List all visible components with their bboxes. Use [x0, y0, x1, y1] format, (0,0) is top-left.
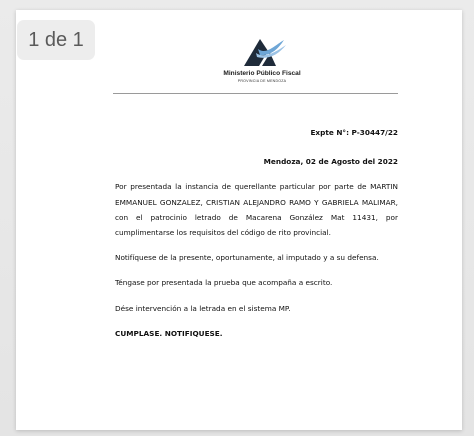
closing-statement: CUMPLASE. NOTIFIQUESE.: [115, 328, 223, 338]
place-date: Mendoza, 02 de Agosto del 2022: [263, 157, 398, 167]
ministerio-logo-icon: [222, 36, 302, 70]
logo-subtitle: PROVINCIA DE MENDOZA: [237, 79, 287, 83]
logo-title: Ministerio Público Fiscal: [223, 70, 301, 77]
case-number: Expte N°: P-30447/22: [310, 128, 398, 137]
document-page: [16, 10, 462, 430]
header-divider: [113, 93, 398, 94]
paragraph-querellante: Por presentada la instancia de querellante particular por parte de MARTIN EMMANUEL GONZALEZ, CRISTIAN ALEJANDRO RAMO Y GABRIELA MALIMAR, con el patrocinio letrado de Macarena González Mat 11431, por cumplimentarse los requisitos del código de rito provincial.: [115, 182, 398, 238]
paragraph-intervencion: Dése intervención a la letrada en el sistema MP.: [115, 303, 291, 313]
page-counter: 1 de 1: [17, 20, 95, 60]
paragraph-prueba: Téngase por presentada la prueba que acompaña a escrito.: [115, 278, 333, 288]
paragraph-notificacion: Notifíquese de la presente, oportunamente, al imputado y a su defensa.: [115, 253, 379, 263]
logo: [222, 36, 302, 94]
document-body: [115, 125, 398, 341]
